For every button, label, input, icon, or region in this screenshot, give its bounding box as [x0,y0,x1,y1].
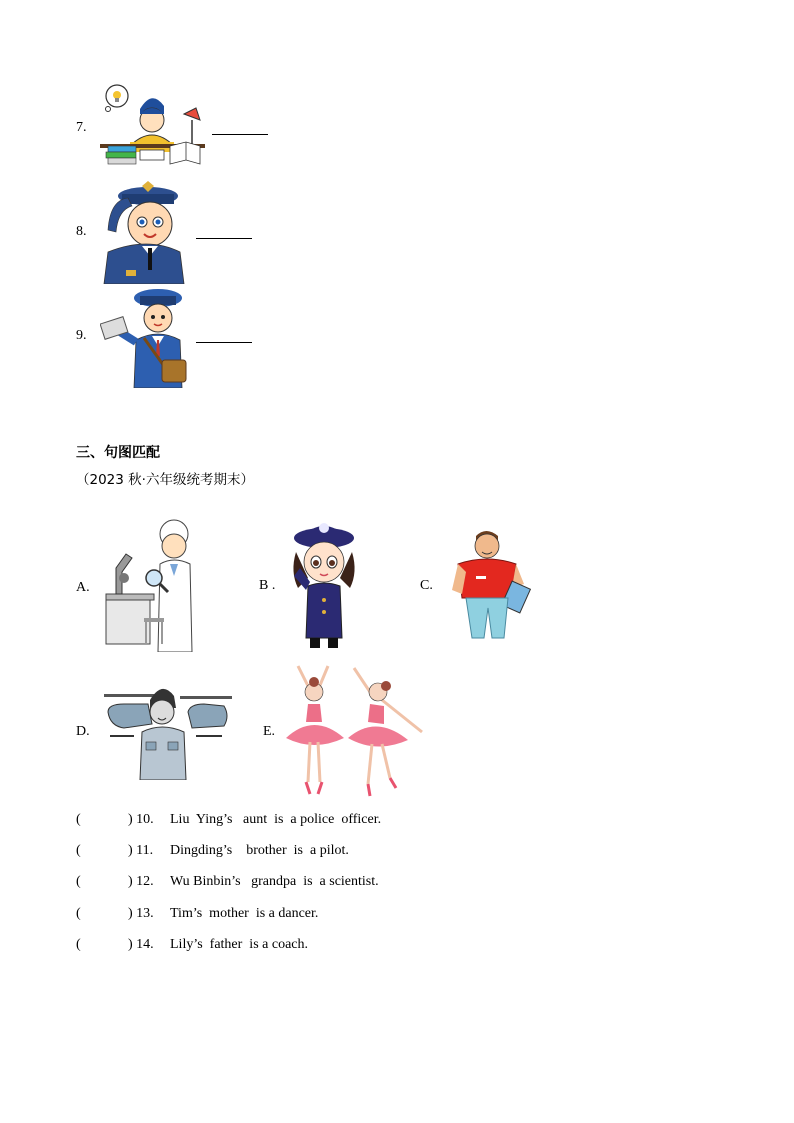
paren-close-number: ) 10. [128,812,154,827]
sentence-text: Lily’s father is a coach. [170,937,309,952]
sentence-text: Liu Ying’s aunt is a police officer. [170,812,382,827]
sentence-text: Dingding’s brother is a pilot. [170,843,349,858]
answer-blank-7[interactable] [212,134,268,135]
paren-close-number: ) 12. [128,874,154,889]
paren-open: ( [76,937,81,952]
paren-open: ( [76,812,81,827]
police-officer-saluting-icon [100,180,186,284]
answer-slot-10[interactable] [86,808,126,828]
student-studying-icon [100,84,205,170]
option-label: B . [259,578,276,593]
question-number: 7. [76,120,87,135]
postman-icon [100,284,190,388]
pilot-helicopter-icon [104,682,232,780]
paren-close-number: ) 11. [128,843,154,858]
source-note: （2023 秋·六年级统考期末） [76,472,254,488]
paren-open: ( [76,843,81,858]
question-number: 8. [76,224,87,239]
answer-slot-12[interactable] [86,870,126,890]
question-number: 9. [76,328,87,343]
option-label: C. [420,578,433,593]
answer-blank-8[interactable] [196,238,252,239]
answer-blank-9[interactable] [196,342,252,343]
coach-clipboard-icon [448,528,534,642]
sentence-text: Tim’s mother is a dancer. [170,906,319,921]
option-label: E. [263,724,276,739]
ballet-dancers-icon [284,660,426,802]
option-label: A. [76,580,90,595]
policewoman-saluting-icon [286,518,358,650]
answer-slot-13[interactable] [86,902,126,922]
sentence-text: Wu Binbin’s grandpa is a scientist. [170,874,379,889]
answer-slot-11[interactable] [86,839,126,859]
paren-open: ( [76,906,81,921]
paren-close-number: ) 13. [128,906,154,921]
section-title: 三、句图匹配 [76,445,160,461]
scientist-microscope-icon [100,518,200,652]
answer-slot-14[interactable] [86,933,126,953]
paren-close-number: ) 14. [128,937,154,952]
option-label: D. [76,724,90,739]
paren-open: ( [76,874,81,889]
